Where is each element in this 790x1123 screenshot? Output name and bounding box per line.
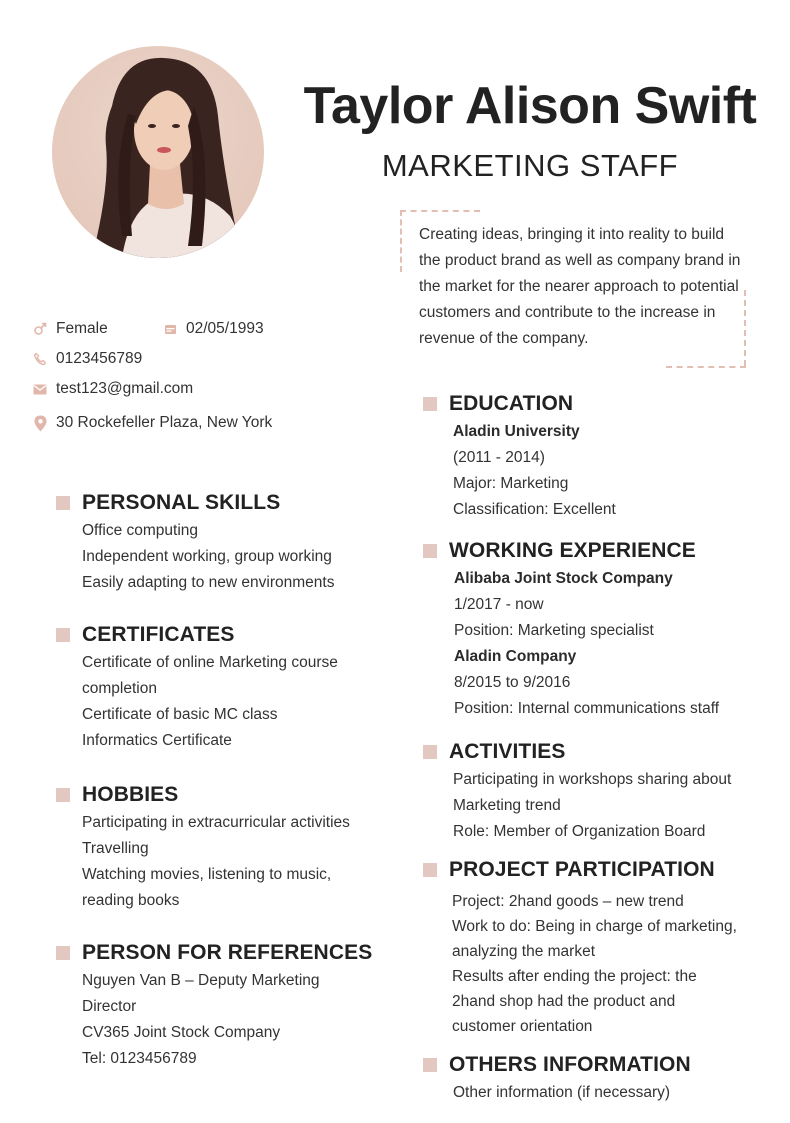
contact-phone [30, 349, 142, 369]
school-name: Aladin University [453, 423, 580, 440]
section-title: PERSONAL SKILLS [82, 491, 281, 514]
hobby-item: Travelling [82, 840, 149, 857]
section-personal-skills [56, 488, 376, 596]
section-references [56, 938, 386, 1072]
contact-email [30, 379, 193, 399]
section-title: ACTIVITIES [449, 740, 566, 763]
section-education [423, 389, 763, 523]
activity-item: Participating in workshops sharing about Marketing trend [453, 771, 732, 814]
section-hobbies [56, 780, 376, 914]
certificate-item: Informatics Certificate [82, 732, 232, 749]
section-marker [56, 788, 70, 802]
section-others-information [423, 1050, 763, 1106]
section-title: PERSON FOR REFERENCES [82, 941, 373, 964]
section-marker [423, 1058, 437, 1072]
section-marker [423, 544, 437, 558]
skill-item: Office computing [82, 522, 199, 539]
reference-item: Tel: 0123456789 [82, 1050, 197, 1067]
education-major: Major: Marketing [453, 475, 569, 492]
gender-icon [30, 319, 50, 339]
calendar-icon [160, 319, 180, 339]
section-marker [56, 628, 70, 642]
job-position: Position: Internal communications staff [454, 700, 720, 717]
certificate-item: Certificate of online Marketing course completion [82, 654, 338, 697]
skill-item: Easily adapting to new environments [82, 574, 335, 591]
contact-birthday [160, 319, 264, 339]
reference-item: Nguyen Van B – Deputy Marketing Director [82, 972, 320, 1015]
phone-value: 0123456789 [56, 350, 143, 367]
contact-gender [30, 319, 108, 339]
project-item: Work to do: Being in charge of marketing, analyzing the market [452, 918, 737, 960]
job-period: 1/2017 - now [454, 596, 544, 613]
skill-item: Independent working, group working [82, 548, 332, 565]
section-marker [423, 397, 437, 411]
objective-text: Creating ideas, bringing it into reality to build the product brand as well as company brand in the market for the nearer approach to potential customers and contribute to the increase in revenue of the company. [419, 226, 741, 347]
location-pin-icon [30, 413, 50, 433]
section-working-experience [423, 536, 763, 722]
gender-value: Female [56, 320, 108, 337]
company-name: Aladin Company [454, 648, 577, 665]
section-title: WORKING EXPERIENCE [449, 539, 696, 562]
job-position: Position: Marketing specialist [454, 622, 654, 639]
hobby-item: Watching movies, listening to music, reading books [82, 866, 332, 909]
dashed-corner-bottom [666, 366, 746, 368]
hobby-item: Participating in extracurricular activities [82, 814, 350, 831]
section-project-participation [423, 855, 763, 1039]
section-certificates [56, 620, 376, 754]
certificate-item: Certificate of basic MC class [82, 706, 278, 723]
section-title: PROJECT PARTICIPATION [449, 858, 715, 881]
candidate-name: Taylor Alison Swift [303, 77, 757, 135]
section-marker [56, 946, 70, 960]
activity-item: Role: Member of Organization Board [453, 823, 706, 840]
project-item: Results after ending the project: the 2hand shop had the product and customer orientation [452, 968, 697, 1035]
dashed-corner-right [744, 290, 746, 366]
section-marker [423, 863, 437, 877]
objective-box [400, 210, 746, 368]
address-value: 30 Rockefeller Plaza, New York [56, 414, 273, 431]
section-title: HOBBIES [82, 783, 179, 806]
other-info-item: Other information (if necessary) [453, 1084, 671, 1101]
project-item: Project: 2hand goods – new trend [452, 893, 684, 910]
envelope-icon [30, 379, 50, 399]
email-value: test123@gmail.com [56, 380, 194, 397]
contact-address [30, 413, 272, 433]
dashed-corner-top [400, 210, 480, 212]
company-name: Alibaba Joint Stock Company [454, 570, 673, 587]
education-period: (2011 - 2014) [453, 449, 545, 466]
section-marker [423, 745, 437, 759]
section-title: OTHERS INFORMATION [449, 1053, 691, 1076]
education-classification: Classification: Excellent [453, 501, 616, 518]
reference-item: CV365 Joint Stock Company [82, 1024, 281, 1041]
job-title: MARKETING STAFF [381, 148, 679, 183]
section-activities [423, 737, 763, 845]
section-marker [56, 496, 70, 510]
phone-icon [30, 349, 50, 369]
profile-photo [52, 46, 264, 258]
section-title: EDUCATION [449, 392, 574, 415]
dashed-corner-left [400, 210, 402, 272]
job-period: 8/2015 to 9/2016 [454, 674, 571, 691]
section-title: CERTIFICATES [82, 623, 235, 646]
birthday-value: 02/05/1993 [186, 320, 264, 337]
